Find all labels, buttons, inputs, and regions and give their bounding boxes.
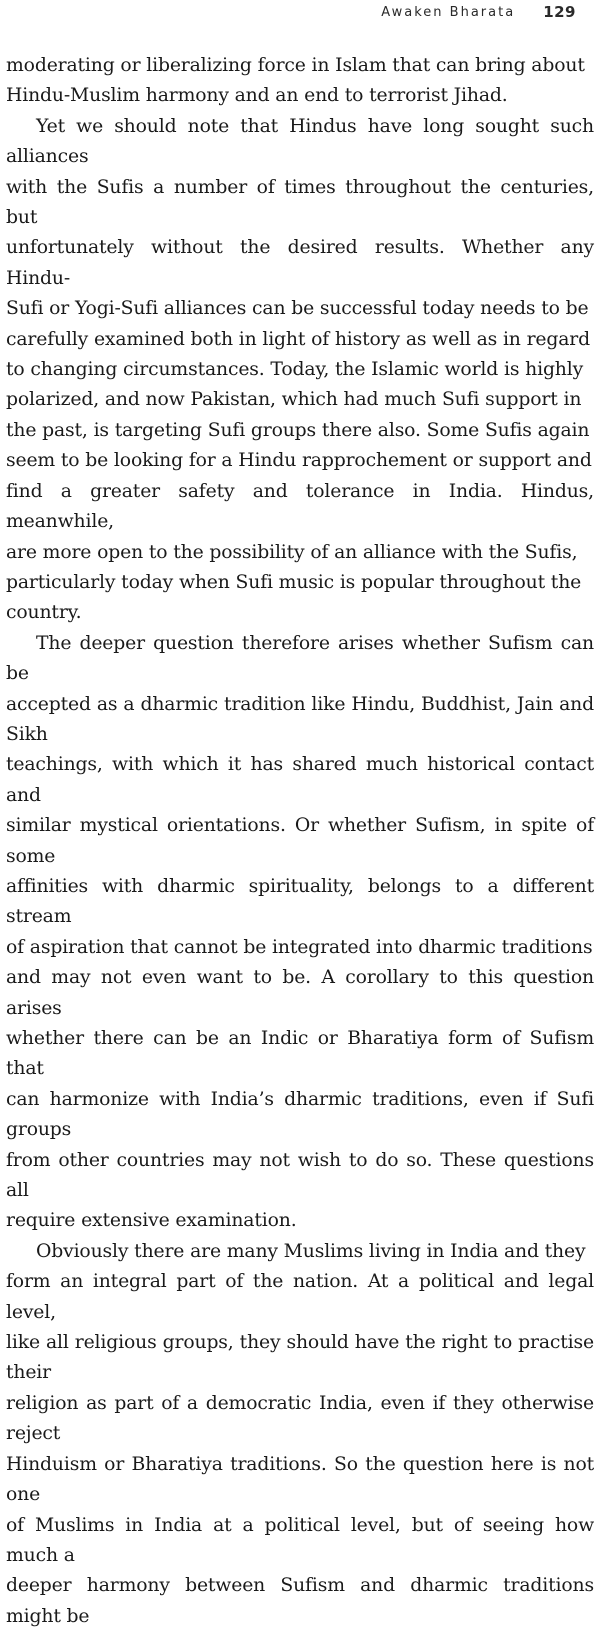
paragraph: The deeper question therefore arises whether Sufism can be accepted as a dharmic tradition like Hindu, Buddhist, Jain and Sikh teachings, with which it has shared much historical contact and similar mystical orientations. Or whether Sufism, in spite of some affinities with dharmic spirituality, belongs to a different stream of aspiration that cannot be integrated into dharmic traditions and may not even want to be. A corollary to this question arises whether there can be an Indic or Bharatiya form of Sufism that can harmonize with India’s dharmic traditions, even if Sufi groups from other countries may not wish to do so. These questions all require extensive examination. [6, 632, 594, 1232]
running-header [381, 0, 576, 24]
page-number: 129 [543, 3, 576, 21]
paragraph: Yet we should note that Hindus have long sought such alliances with the Sufis a number of times throughout the centuries, but unfortunately without the desired results. Whether any Hindu- Sufi or Yogi-Sufi alliances can be successful today needs to be carefully examined both in light of history as well as in regard to changing circumstances. Today, the Islamic world is highly polarized, and now Pakistan, which had much Sufi support in the past, is targeting Sufi groups there also. Some Sufis again seem to be looking for a Hindu rapprochement or support and find a greater safety and tolerance in India. Hindus, meanwhile, are more open to the possibility of an alliance with the Sufis, particularly today when Sufi music is popular throughout the country. [6, 115, 594, 624]
paragraph-continued: moderating or liberalizing force in Islam that can bring about Hindu-Muslim harmony and an end to terrorist Jihad. [6, 55, 585, 107]
paragraph: Obviously there are many Muslims living in India and they form an integral part of the nation. At a political and legal level, like all religious groups, they should have the right to practise their religion as part of a democratic India, even if they otherwise reject Hinduism or Bharatiya traditions. So the question here is not one of Muslims in India at a political level, but of seeing how much a deeper harmony between Sufism and dharmic traditions might be [6, 1240, 594, 1627]
book-title: Awaken Bharata [381, 4, 516, 20]
page-body [6, 51, 594, 1632]
